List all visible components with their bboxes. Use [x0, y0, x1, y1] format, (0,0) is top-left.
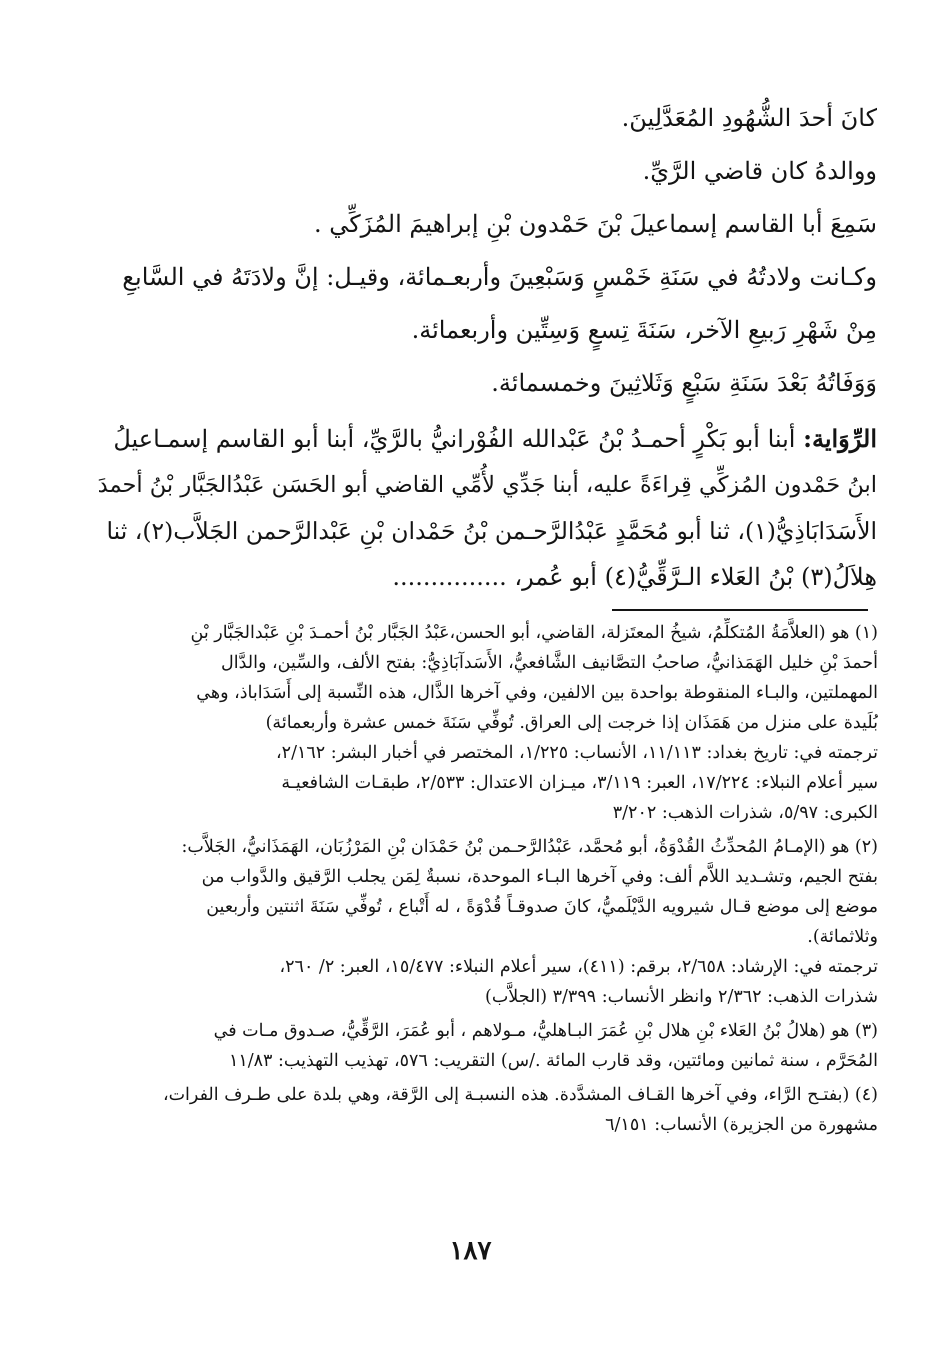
- body-line: وَوَفَاتُهُ بَعْدَ سَنَةِ سَبْعٍ وَثَلاثِينَ وخمسمائة.: [491, 369, 877, 397]
- footnote-line: (١) هو (العلاَّمَةُ المُتكلِّمُ، شيخُ المعتَزلة، القاضي، أبو الحسن،عَبْدُ الجَبَّار بْنُ أحمـدَ بْنِ عَبْدالجَبَّار بْنِ: [190, 623, 878, 643]
- narration-line: [95, 554, 877, 600]
- footnote-line: المهملتين، والبـاء المنقوطة بواحدة بين الالفين، وفي آخرها الذَّال، هذه النِّسبة إلى أَسَدَاباذ، وهي: [196, 683, 878, 703]
- ellipsis-dots: ...............: [392, 563, 507, 591]
- footnote-line: (٤) (بفتـح الرَّاء، وفي آخرها القـاف المشدَّدة. هذه النسبـة إلى الرَّقة، وهي بلدة على طـرف الفرات،: [162, 1085, 878, 1105]
- footnote-line: بُلَيدة على منزل من هَمَذَان إذا خرجت إلى العراق. تُوفِّي سَنَةَ خمس عشرة وأربعمائة): [265, 713, 878, 733]
- body-line: كانَ أحدَ الشُّهُودِ المُعَدَّلِينَ.: [621, 104, 877, 132]
- body-line: ووالدهُ كان قاضي الرَّيِّ.: [642, 157, 877, 185]
- footnote-separator: [612, 609, 868, 611]
- footnote-line: مشهورة من الجزيرة) الأنساب: ٦/١٥١: [605, 1115, 878, 1135]
- footnote-line: أحمدَ بْنِ خليل الهَمَذانيُّ، صاحبُ التصَّانيف الشَّافعيُّ، الأَسَدآبَاذِيُّ: بفتح الألف، والسِّين، والدَّال: [221, 653, 878, 673]
- footnote-source-line: شذرات الذهب: ٢/٣٦٢ وانظر الأنساب: ٣/٣٩٩ (الجلاَّب): [485, 987, 878, 1007]
- footnote-line: وثلاثمائة).: [807, 927, 878, 947]
- footnote-line: بفتح الجيم، وتشـديد اللاَّم ألف: وفي آخرها البـاء الموحدة، نسبةٌ لِمَن يجلب الرَّقيق والدَّواب من: [201, 867, 878, 887]
- footnote-3: [92, 1016, 878, 1076]
- footnote-line: المُحَرَّم ، سنة ثمانين ومائتين، وقد قارب المائة ./س) التقريب: ٥٧٦، تهذيب التهذيب: ١١/٨٣: [228, 1051, 878, 1071]
- body-line: سَمِعَ أبا القاسم إسماعيلَ بْنَ حَمْدون بْنِ إبراهيمَ المُزَكِّي .: [313, 210, 877, 238]
- footnote-source-line: ترجمته في: الإرشاد: ٢/٦٥٨، برقم: (٤١١)، سير أعلام النبلاء: ١٥/٤٧٧، العبر: ٢/ ٢٦٠،: [279, 957, 878, 977]
- footnotes-section: [92, 618, 878, 1144]
- narration-text: أبنا أبو بَكْرٍ أحمـدُ بْنُ عَبْدالله الفُوْرانيُّ بالرَّيِّ، أبنا أبو القاسم إسمـاعيلُ: [113, 425, 796, 453]
- footnote-2: [92, 832, 878, 1012]
- footnote-line: (٢) هو (الإمـامُ المُحدِّثُ القُدْوَةُ، أبو مُحمَّد، عَبْدُالرَّحـمن بْنُ حَمْدَان بْنِ المَرْزُبَان، الهَمَذَانيُّ، الجَلاَّب:: [181, 837, 878, 857]
- footnote-line: موضع إلى موضع قـال شيرويه الدَّيْلَميُّ، كانَ صدوقـاً قُدْوَةً ، له أَتْباع ، تُوفِّي سَنَةَ اثنتين وأربعين: [206, 897, 878, 917]
- footnote-4: [92, 1080, 878, 1140]
- footnote-line: (٣) هو (هلالُ بْنُ العَلاء بْنِ هلال بْنِ عُمَرَ البـاهليُّ، مـولاهم ، أبو عُمَرَ، الرَّقِّيُّ، صـدوق مـات في: [213, 1021, 878, 1041]
- narration-line: [95, 416, 877, 462]
- footnote-source-line: سير أعلام النبلاء: ١٧/٢٢٤، العبر: ٣/١١٩، ميـزان الاعتدال: ٢/٥٣٣، طبقـات الشافعيـة: [281, 773, 878, 793]
- body-line: وكـانت ولادتُهُ في سَنَةِ خَمْسٍ وَسَبْعِينَ وأربعـمائة، وقيـل: إنَّ ولادَتَهُ في السَّابعِ: [122, 263, 877, 291]
- main-text: [95, 92, 877, 600]
- narration-line: الأَسَدَابَاذِيُّ(١)، ثنا أبو مُحَمَّدٍ عَبْدُالرَّحـمن بْنُ حَمْدان بْنِ عَبْدالرَّحمن الجَلاَّب(٢)، ثنا: [106, 517, 877, 545]
- narration-line: ابنُ حَمْدون المُزكِّي قِراءَةً عليه، أبنا جَدِّي لأُمِّي القاضي أبو الحَسَن عَبْدُالجَبَّار بْنُ أحمدَ: [97, 472, 877, 498]
- footnote-source-line: الكبرى: ٥/٩٧، شذرات الذهب: ٣/٢٠٢: [612, 803, 878, 823]
- narration-label: الرِّوَاية:: [803, 424, 877, 453]
- body-line: مِنْ شَهْرِ رَبيعِ الآخر، سَنَةَ تِسعٍ وَسِتِّين وأربعمائة.: [411, 316, 877, 344]
- footnote-source-line: ترجمته في: تاريخ بغداد: ١١/١١٣، الأنساب: ١/٢٢٥، المختصر في أخبار البشر: ٢/١٦٢،: [276, 743, 878, 763]
- narration-text: هِلاَلُ(٣) بْنُ العَلاء الـرَّقِّيُّ(٤) أبو عُمر،: [514, 563, 877, 591]
- page-number: ١٨٧: [449, 1236, 492, 1266]
- footnote-1: [92, 618, 878, 828]
